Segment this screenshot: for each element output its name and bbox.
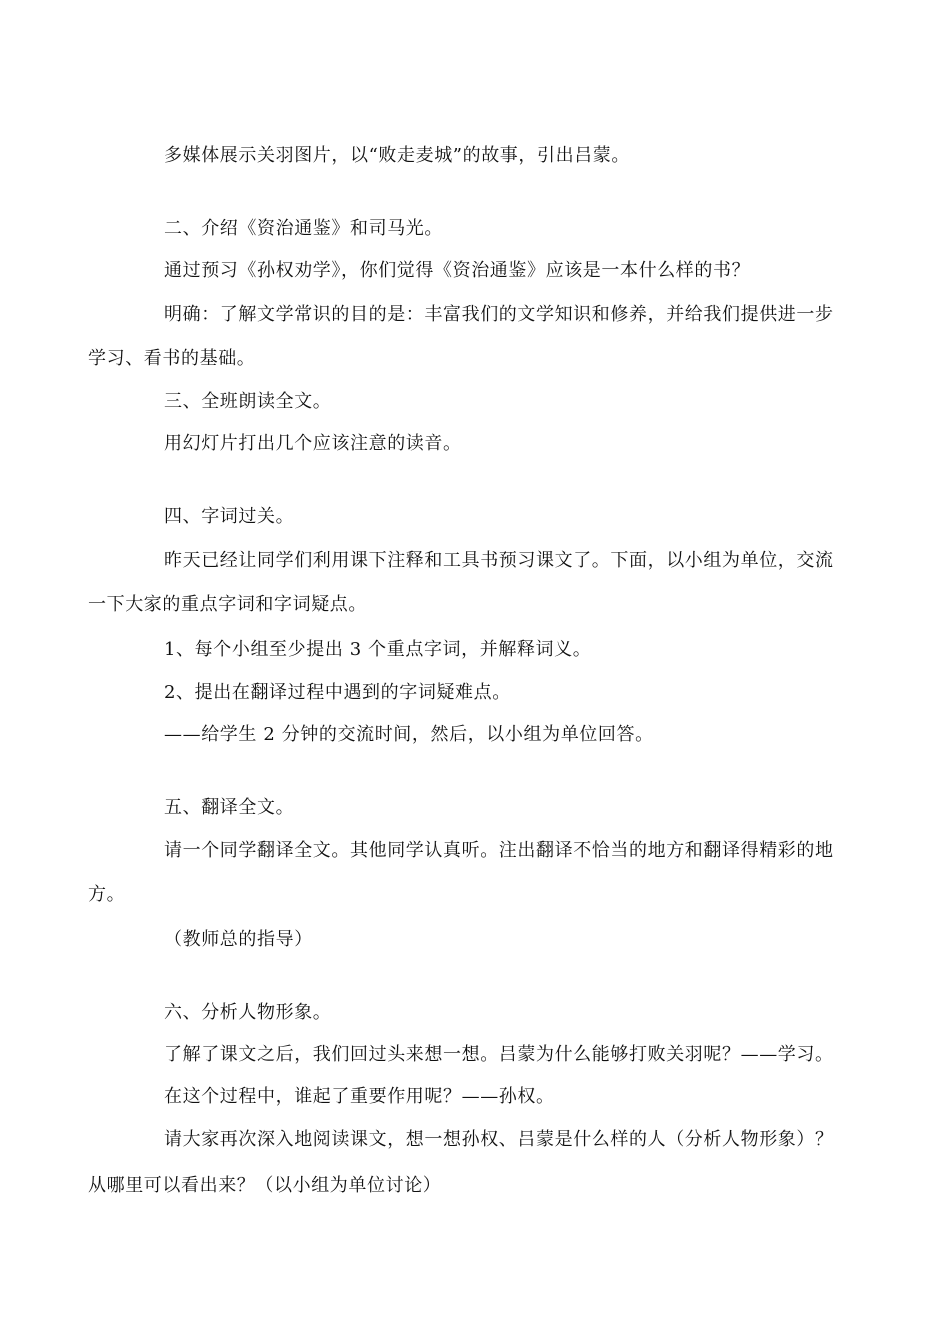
text-line-slides: 用幻灯片打出几个应该注意的读音。 bbox=[164, 433, 462, 454]
text-line-translate-cont: 方。 bbox=[88, 884, 126, 905]
section-heading-4: 四、字词过关。 bbox=[164, 506, 295, 527]
section-heading-3: 三、全班朗读全文。 bbox=[164, 391, 332, 412]
list-item-1: 1、每个小组至少提出 3 个重点字词，并解释词义。 bbox=[164, 639, 592, 660]
text-line-preview-cont: 一下大家的重点字词和字词疑点。 bbox=[88, 594, 367, 615]
section-heading-5: 五、翻译全文。 bbox=[164, 797, 295, 818]
text-line-clarify: 明确：了解文学常识的目的是：丰富我们的文学知识和修养，并给我们提供进一步 bbox=[164, 304, 834, 325]
list-item-2: 2、提出在翻译过程中遇到的字词疑难点。 bbox=[164, 682, 511, 703]
text-line-lvmeng-question: 了解了课文之后，我们回过头来想一想。吕蒙为什么能够打败关羽呢？——学习。 bbox=[164, 1044, 834, 1065]
text-line-translate: 请一个同学翻译全文。其他同学认真听。注出翻译不恰当的地方和翻译得精彩的地 bbox=[164, 840, 834, 861]
section-heading-2: 二、介绍《资治通鉴》和司马光。 bbox=[164, 218, 443, 239]
text-line-teacher-guide: （教师总的指导） bbox=[164, 929, 313, 950]
text-line-discussion-time: ——给学生 2 分钟的交流时间，然后，以小组为单位回答。 bbox=[164, 724, 654, 745]
text-line-media-intro: 多媒体展示关羽图片，以“败走麦城”的故事，引出吕蒙。 bbox=[164, 145, 631, 166]
text-line-character-analysis-cont: 从哪里可以看出来？（以小组为单位讨论） bbox=[88, 1175, 442, 1196]
text-line-clarify-cont: 学习、看书的基础。 bbox=[88, 348, 256, 369]
text-line-sunquan: 在这个过程中，谁起了重要作用呢？——孙权。 bbox=[164, 1086, 555, 1107]
text-line-preview: 昨天已经让同学们利用课下注释和工具书预习课文了。下面，以小组为单位，交流 bbox=[164, 550, 834, 571]
section-heading-6: 六、分析人物形象。 bbox=[164, 1002, 332, 1023]
text-line-character-analysis: 请大家再次深入地阅读课文，想一想孙权、吕蒙是什么样的人（分析人物形象）？ bbox=[164, 1129, 834, 1150]
text-line-question: 通过预习《孙权劝学》，你们觉得《资治通鉴》应该是一本什么样的书？ bbox=[164, 260, 751, 281]
